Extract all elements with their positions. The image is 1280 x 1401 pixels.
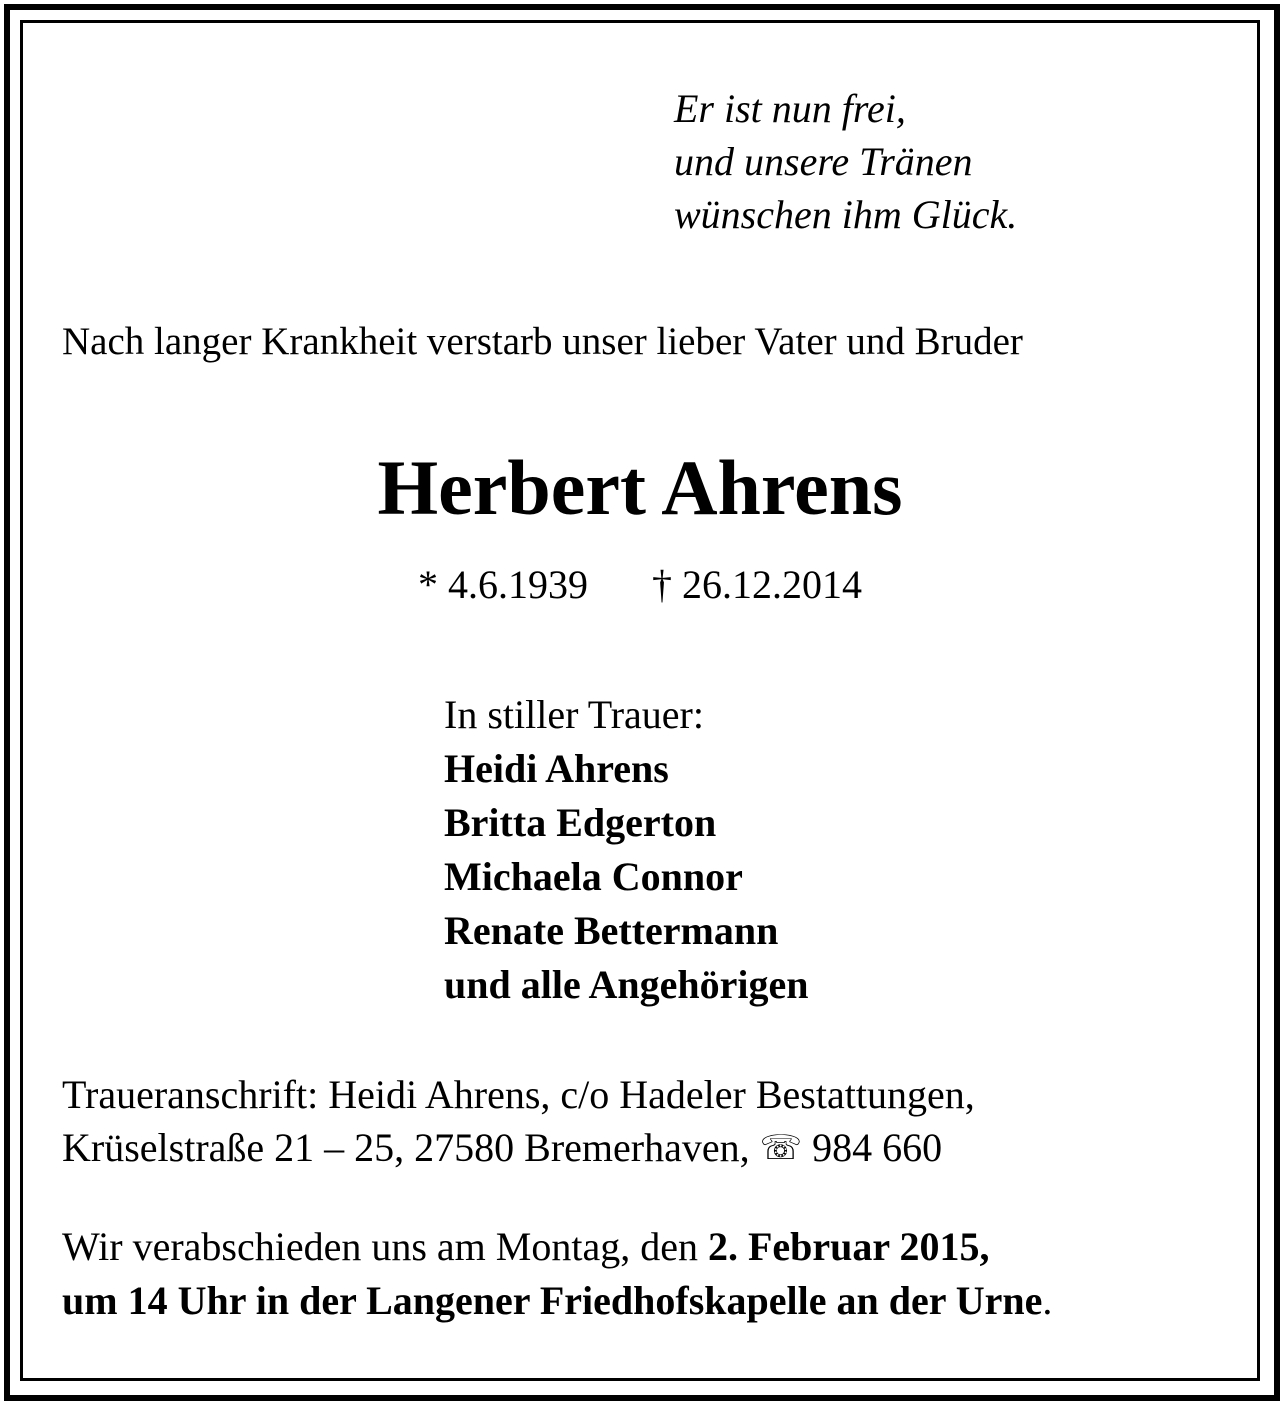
mourner-name: Michaela Connor <box>444 854 743 899</box>
mourners-block <box>444 688 809 1012</box>
farewell-time-place: um 14 Uhr in der Langener Friedhofskapelle an der Urne <box>62 1278 1043 1323</box>
farewell-notice <box>62 1220 1052 1328</box>
farewell-line <box>62 1274 1052 1328</box>
address-street: Krüselstraße 21 – 25, 27580 Bremerhaven, <box>62 1125 760 1170</box>
address-line <box>62 1121 975 1175</box>
address-line: Traueranschrift: Heidi Ahrens, c/o Hadeler Bestattungen, <box>62 1072 975 1117</box>
poem-line: Er ist nun frei, <box>674 86 906 131</box>
farewell-text: Wir verabschieden uns am Montag, den <box>62 1224 708 1269</box>
phone-number: 984 660 <box>812 1125 943 1170</box>
memorial-poem <box>674 82 1017 241</box>
mourners-heading: In stiller Trauer: <box>444 692 704 737</box>
poem-line: wünschen ihm Glück. <box>674 192 1018 237</box>
poem-line: und unsere Tränen <box>674 139 973 184</box>
life-dates <box>0 560 1280 610</box>
mourning-address <box>62 1068 975 1175</box>
mourner-name: Renate Bettermann <box>444 908 779 953</box>
death-date: † 26.12.2014 <box>652 562 862 607</box>
farewell-line <box>62 1220 1052 1274</box>
deceased-name: Herbert Ahrens <box>377 444 903 531</box>
farewell-period: . <box>1042 1278 1053 1323</box>
intro-text: Nach langer Krankheit verstarb unser lieber Vater und Bruder <box>62 320 1023 363</box>
mourner-name: Britta Edgerton <box>444 800 717 845</box>
mourner-name: und alle Angehörigen <box>444 962 809 1007</box>
telephone-icon: ☏ <box>759 1130 803 1167</box>
birth-date: * 4.6.1939 <box>418 562 588 607</box>
mourner-name: Heidi Ahrens <box>444 746 669 791</box>
farewell-date: 2. Februar 2015, <box>707 1224 990 1269</box>
